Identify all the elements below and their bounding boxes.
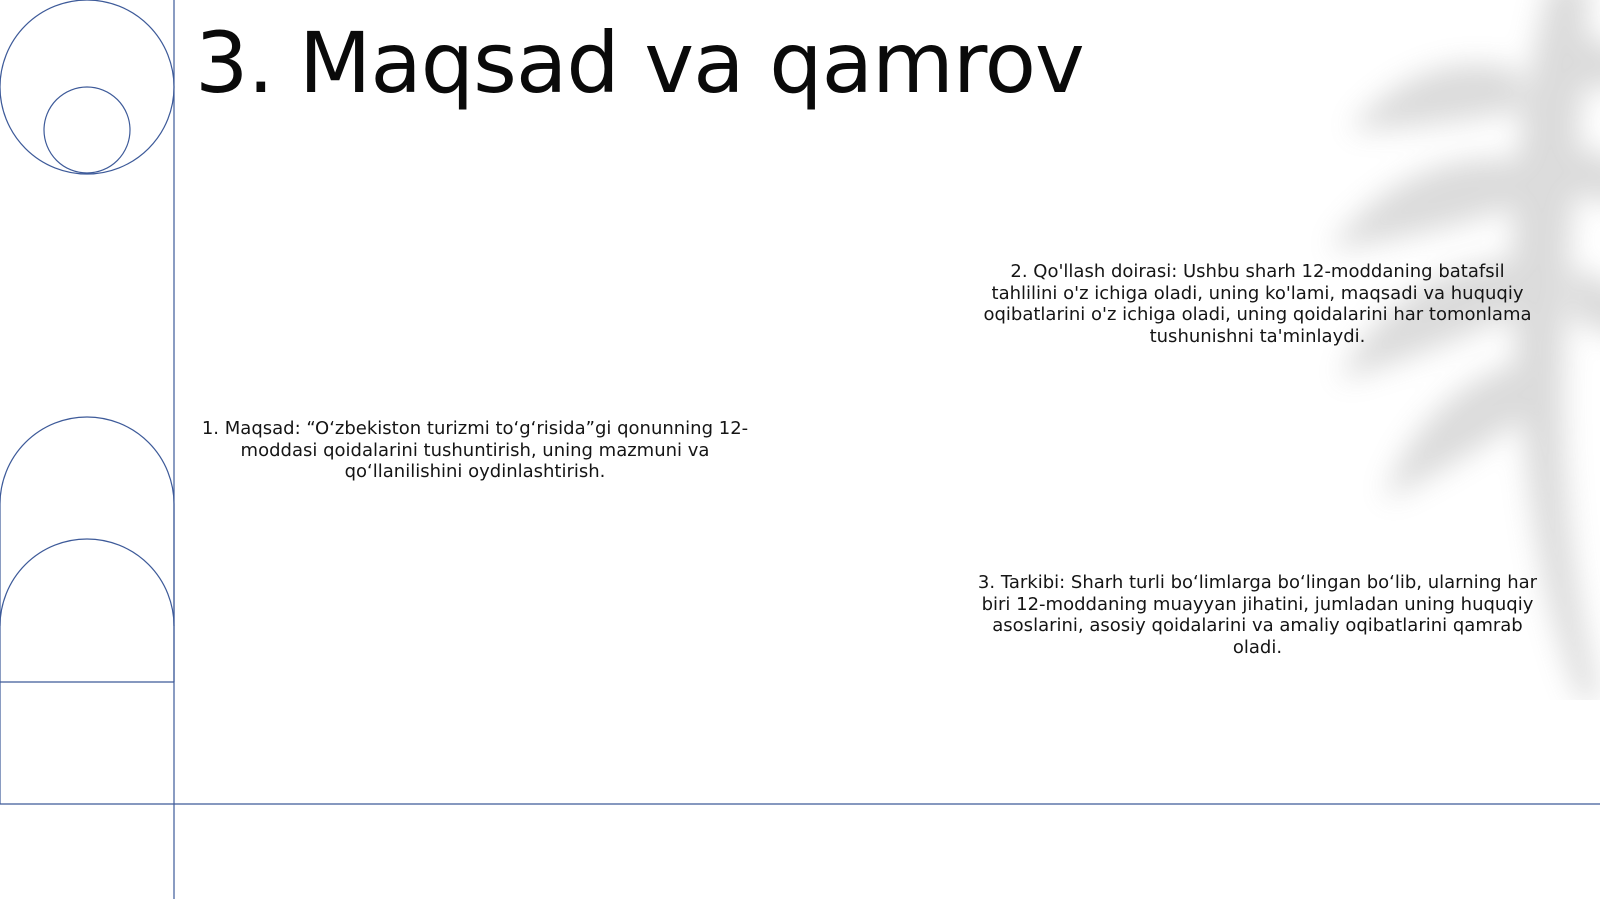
- scope-text: 2. Qo'llash doirasi: Ushbu sharh 12-moddaning batafsil tahlilini o'z ichiga oladi, uning ko'lami, maqsadi va huquqiy oqibatlarini o'z ichiga oladi, uning qoidalarini har tomonlama tushunishni ta'minlaydi.: [983, 261, 1532, 347]
- lower-arch-ornament: [0, 539, 174, 626]
- upper-arch-ornament: [0, 417, 174, 682]
- structure-text: 3. Tarkibi: Sharh turli bo‘limlarga bo‘lingan bo‘lib, ularning har biri 12-moddaning muayyan jihatini, jumladan uning huquqiy asoslarini, asosiy qoidalarini va amaliy oqibatlarini qamrab oladi.: [977, 572, 1538, 658]
- purpose-text: 1. Maqsad: “O‘zbekiston turizmi to‘g‘risida”gi qonunning 12-moddasi qoidalarini tushuntirish, uning mazmuni va qo‘llanilishini oydinlashtirish.: [201, 418, 749, 482]
- slide-title: 3. Maqsad va qamrov: [195, 14, 1084, 112]
- small-circle-ornament: [44, 87, 130, 173]
